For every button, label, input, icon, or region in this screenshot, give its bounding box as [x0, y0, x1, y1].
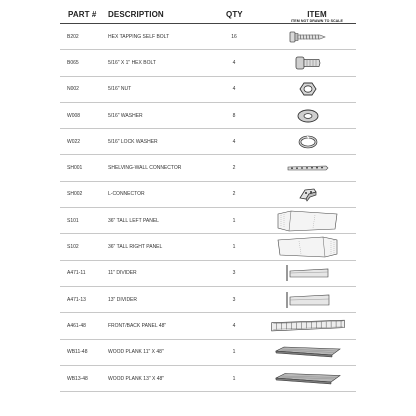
part-number: B202	[67, 33, 79, 40]
right-panel-icon	[275, 235, 341, 259]
part-description: SHELVING-WALL CONNECTOR	[108, 165, 182, 172]
part-qty: 1	[232, 375, 236, 382]
table-row	[60, 182, 356, 208]
part-number: S101	[67, 217, 79, 224]
lock-washer-icon	[298, 135, 318, 149]
part-number: S102	[67, 244, 79, 251]
part-qty: 16	[231, 33, 237, 40]
part-qty: 4	[232, 138, 236, 145]
washer-icon	[297, 109, 319, 123]
part-number: WB13-48	[67, 375, 88, 382]
table-row	[60, 234, 356, 260]
header-description: DESCRIPTION	[108, 10, 164, 19]
part-description: WOOD PLANK 13" X 48"	[108, 375, 165, 382]
part-description: WOOD PLANK 11" X 48"	[108, 349, 164, 356]
part-number: N002	[67, 86, 79, 93]
table-row	[60, 287, 356, 313]
header-item: ITEM	[307, 10, 327, 19]
tapping-bolt-icon	[288, 30, 328, 44]
part-qty: 8	[232, 112, 236, 119]
front-back-panel-icon	[270, 316, 346, 336]
left-panel-icon	[275, 209, 341, 233]
part-description: HEX TAPPING SELF BOLT	[108, 33, 170, 40]
part-qty: 4	[232, 59, 236, 66]
part-description: 5/16" NUT	[108, 86, 132, 93]
part-qty: 4	[232, 86, 236, 93]
part-description: 11" DIVIDER	[108, 270, 137, 277]
part-qty: 3	[232, 270, 236, 277]
part-description: 5/16" LOCK WASHER	[108, 138, 158, 145]
part-description: L-CONNECTOR	[108, 191, 145, 198]
divider-11-icon	[284, 263, 332, 283]
part-qty: 4	[232, 322, 236, 329]
table-row	[60, 340, 356, 366]
part-number: WB11-48	[67, 349, 88, 356]
hex-bolt-icon	[293, 55, 323, 71]
part-number: A471-13	[67, 296, 86, 303]
wood-plank-13-icon	[272, 372, 344, 386]
part-description: FRONT/BACK PANEL 48"	[108, 322, 167, 329]
divider-13-icon	[284, 290, 332, 310]
part-description: 5/16" WASHER	[108, 112, 143, 119]
wood-plank-11-icon	[272, 345, 344, 359]
part-qty: 2	[232, 191, 236, 198]
table-row	[60, 366, 356, 392]
table-row	[60, 155, 356, 181]
table-row	[60, 24, 356, 50]
wall-connector-icon	[286, 163, 330, 173]
part-number: A471-11	[67, 270, 86, 277]
part-qty: 2	[232, 165, 236, 172]
parts-table	[60, 24, 356, 392]
part-qty: 1	[232, 217, 236, 224]
l-connector-icon	[297, 186, 319, 202]
table-row	[60, 208, 356, 234]
part-number: SH002	[67, 191, 83, 198]
part-qty: 1	[232, 349, 236, 356]
part-number: A461-48	[67, 322, 86, 329]
part-description: 5/16" X 1" HEX BOLT	[108, 59, 156, 66]
table-row	[60, 313, 356, 339]
part-description: 13" DIVIDER	[108, 296, 138, 303]
part-number: B065	[67, 59, 79, 66]
part-qty: 3	[232, 296, 236, 303]
header-qty: QTY	[226, 10, 243, 19]
table-row	[60, 129, 356, 155]
part-qty: 1	[232, 244, 236, 251]
part-description: 36" TALL LEFT PANEL	[108, 217, 159, 224]
header-item-note: ITEM NOT DRAWN TO SCALE	[291, 19, 343, 23]
part-number: W022	[67, 138, 81, 145]
part-number: SH001	[67, 165, 83, 172]
part-number: W008	[67, 112, 81, 119]
part-description: 36" TALL RIGHT PANEL	[108, 244, 163, 251]
table-row	[60, 77, 356, 103]
table-row	[60, 50, 356, 76]
nut-icon	[298, 81, 318, 97]
header-part-number: PART #	[68, 10, 97, 19]
table-row	[60, 261, 356, 287]
table-row	[60, 103, 356, 129]
